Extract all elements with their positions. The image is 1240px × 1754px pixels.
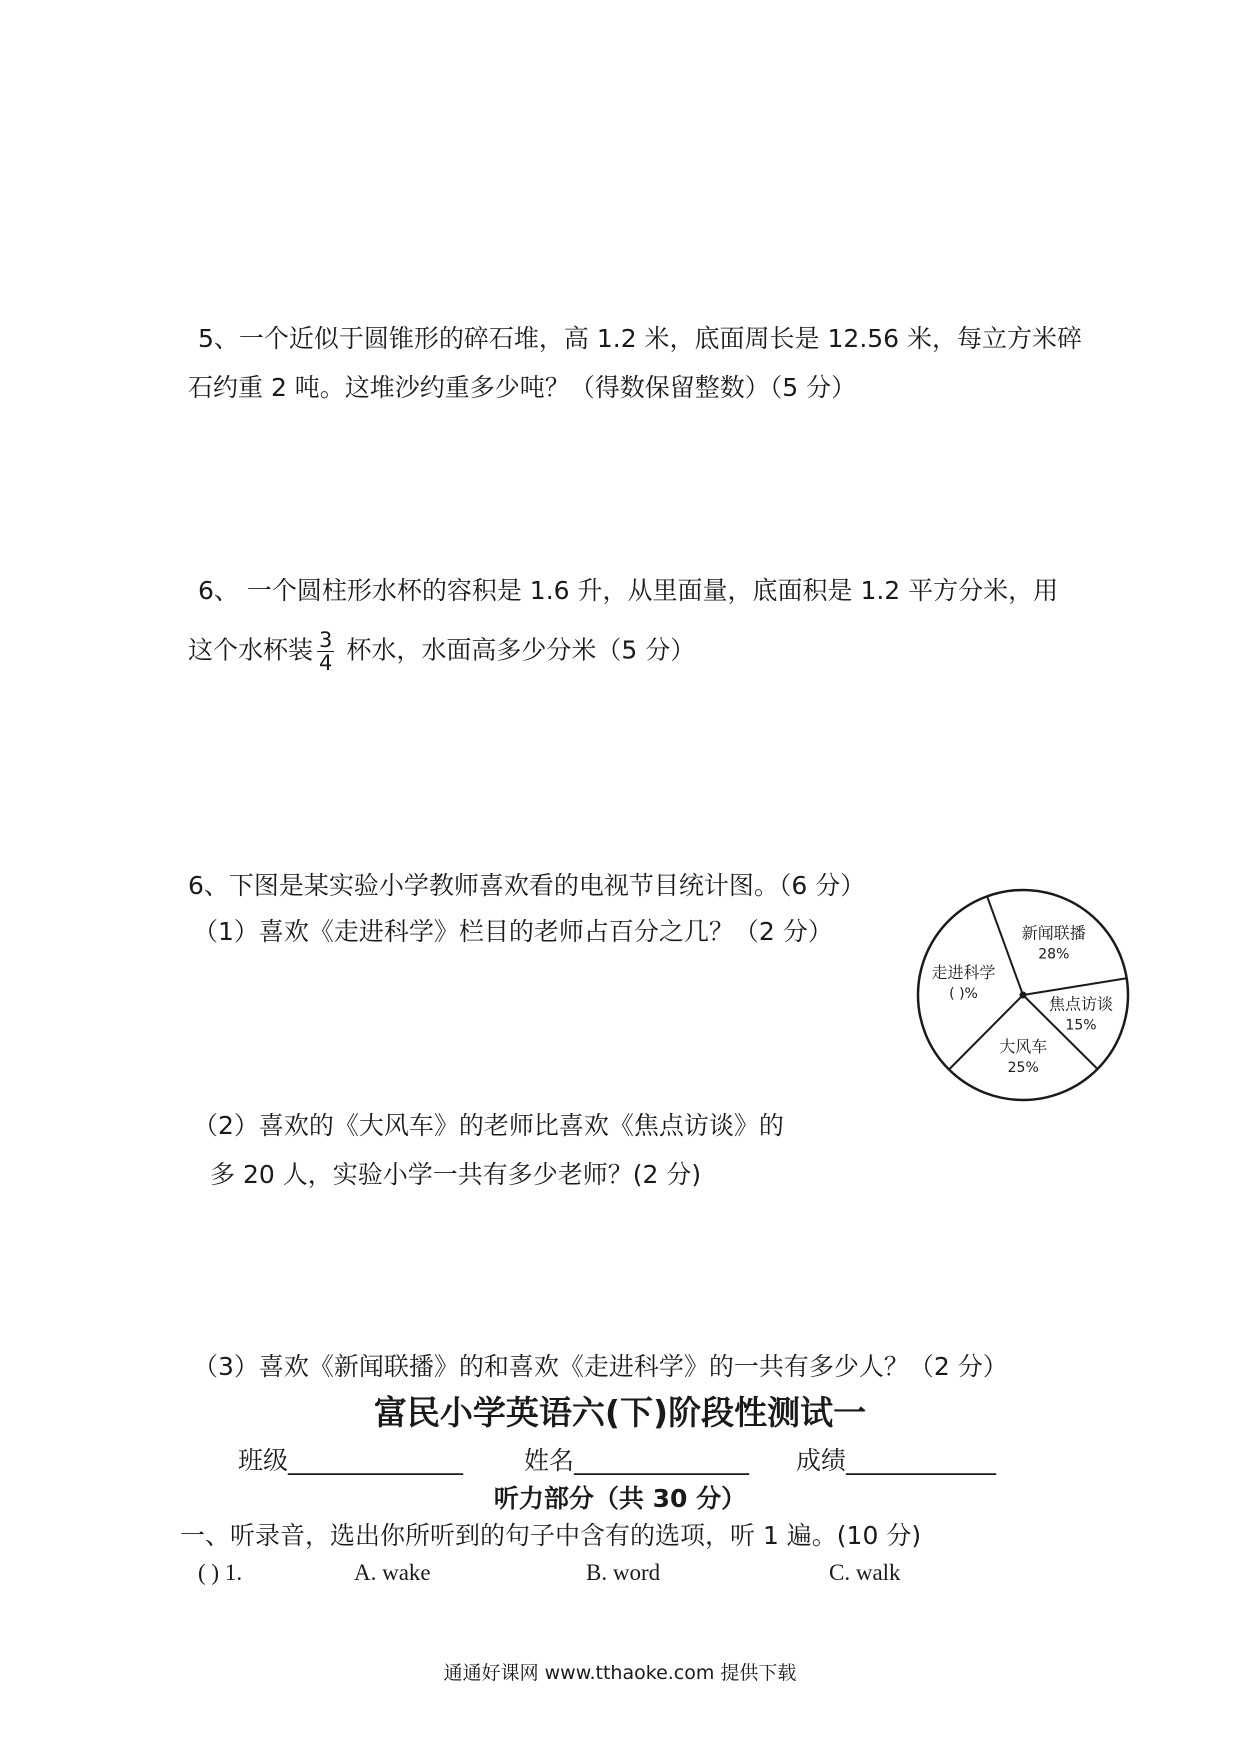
pie-slice-boundary <box>1023 978 1127 995</box>
listening-section-1: 一、听录音，选出你所听到的句子中含有的选项，听 1 遍。(10 分) <box>180 1521 922 1550</box>
q1-option-c: C. walk <box>829 1560 901 1585</box>
q6a-line-2-pre: 这个水杯装 <box>188 635 314 665</box>
q6a-line-1: 6、 一个圆柱形水杯的容积是 1.6 升，从里面量，底面积是 1.2 平方分米，用 <box>198 576 1059 605</box>
pie-slice-value: ( )% <box>949 985 978 1002</box>
pie-slice-label: 焦点访谈 <box>1048 994 1113 1014</box>
q6a-line-2-post: 杯水，水面高多少分米（5 分） <box>338 635 696 665</box>
q6a-line-2 <box>188 629 695 674</box>
q1-option-b: B. word <box>586 1560 661 1585</box>
pie-slice-label: 大风车 <box>999 1036 1048 1056</box>
q6b-intro: 6、下图是某实验小学教师喜欢看的电视节目统计图。（6 分） <box>188 871 866 900</box>
name-field[interactable]: 姓名______________ <box>524 1446 750 1475</box>
listening-header: 听力部分（共 30 分） <box>493 1484 747 1513</box>
q1-answer-bracket[interactable]: ( ) 1. <box>198 1560 243 1585</box>
fraction-denominator: 4 <box>319 651 333 675</box>
q6b-sub3: （3）喜欢《新闻联播》的和喜欢《走进科学》的一共有多少人？（2 分） <box>193 1352 1008 1381</box>
pie-center-dot <box>1020 992 1027 999</box>
q6b-sub2-line1: （2）喜欢的《大风车》的老师比喜欢《焦点访谈》的 <box>193 1111 784 1140</box>
tv-program-pie-chart <box>905 870 1185 1130</box>
pie-slice-label: 新闻联播 <box>1021 923 1086 943</box>
q5-line-1: 5、一个近似于圆锥形的碎石堆，高 1.2 米，底面周长是 12.56 米，每立方米碎 <box>198 324 1083 353</box>
pie-slice-boundary <box>949 995 1023 1070</box>
fraction-three-quarters <box>317 629 334 674</box>
q5-line-2: 石约重 2 吨。这堆沙约重多少吨？（得数保留整数）（5 分） <box>188 373 857 402</box>
footer-download-note: 通通好课网 www.tthaoke.com 提供下载 <box>443 1662 797 1684</box>
fraction-numerator: 3 <box>319 628 333 652</box>
pie-slice-value: 25% <box>1007 1059 1039 1076</box>
pie-slice-value: 28% <box>1038 946 1070 963</box>
q6b-sub2-line2: 多 20 人，实验小学一共有多少老师？(2 分) <box>210 1160 702 1189</box>
pie-slice-label: 走进科学 <box>931 962 996 982</box>
score-field[interactable]: 成绩____________ <box>796 1446 997 1475</box>
english-test-title: 富民小学英语六(下)阶段性测试一 <box>373 1393 867 1432</box>
q1-option-a: A. wake <box>354 1560 431 1585</box>
q6b-sub1: （1）喜欢《走进科学》栏目的老师占百分之几？（2 分） <box>193 917 833 946</box>
class-field[interactable]: 班级______________ <box>238 1446 464 1475</box>
pie-slice-value: 15% <box>1065 1017 1097 1034</box>
